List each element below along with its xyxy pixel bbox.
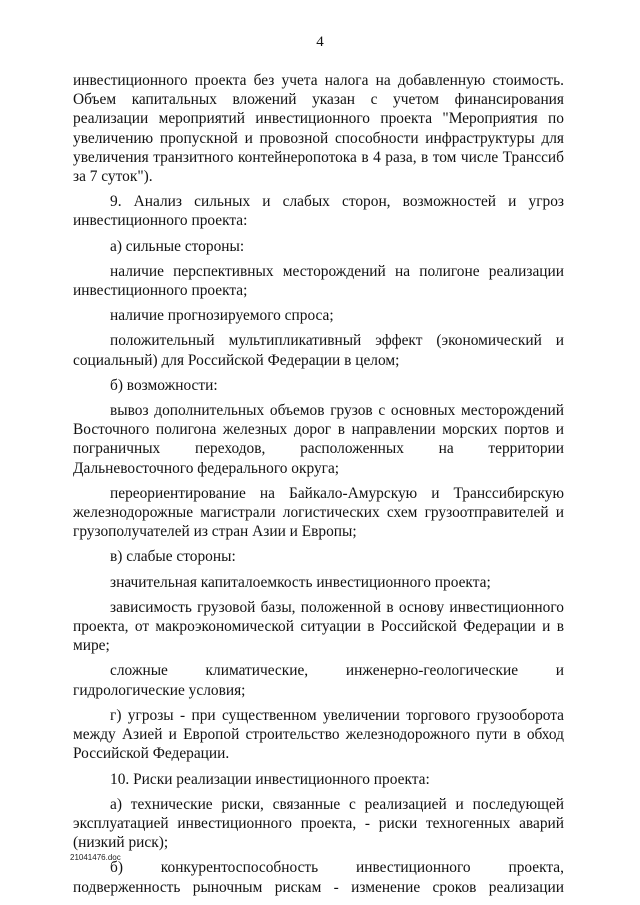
paragraph-section-9-heading: 9. Анализ сильных и слабых сторон, возможностей и угроз инвестиционного проекта: [73, 193, 564, 230]
paragraph-strength-multiplier: положительный мультипликативный эффект (экономический и социальный) для Российской Федерации в целом; [73, 332, 564, 369]
paragraph-strengths-heading: а) сильные стороны: [110, 237, 245, 255]
paragraph-opportunity-reorientation: переориентирование на Байкало-Амурскую и Транссибирскую железнодорожные магистрали логистических схем грузоотправителей и грузополучателей из стран Азии и Европы; [73, 484, 564, 541]
page-number: 4 [316, 34, 324, 50]
paragraph-weaknesses-heading: в) слабые стороны: [110, 548, 236, 566]
paragraph-technical-risks: а) технические риски, связанные с реализацией и последующей эксплуатацией инвестиционного проекта, - риски техногенных аварий (низкий риск); [73, 795, 564, 852]
paragraph-threats: г) угрозы - при существенном увеличении торгового грузооборота между Азией и Европой строительство железнодорожного пути в обход Российской Федерации. [73, 706, 564, 763]
paragraph-opportunities-heading: б) возможности: [110, 376, 218, 394]
paragraph-investment-cost: инвестиционного проекта без учета налога на добавленную стоимость. Объем капитальных вложений указан с учетом финансирования реализации мероприятий инвестиционного проекта "Мероприятия по увеличению пропускной и провозной способности инфраструктуры для увеличения транзитного контейнеропотока в 4 раза, в том числе Транссиб за 7 суток"). [73, 72, 564, 186]
paragraph-strength-deposits: наличие перспективных месторождений на полигоне реализации инвестиционного проекта; [73, 262, 564, 300]
document-body [73, 71, 564, 897]
document-filename: 21041476.doc [70, 853, 121, 862]
paragraph-weakness-cargo-base: зависимость грузовой базы, положенной в основу инвестиционного проекта, от макроэкономической ситуации в Российской Федерации и в мире; [73, 598, 564, 655]
paragraph-strength-demand: наличие прогнозируемого спроса; [110, 307, 334, 325]
paragraph-weakness-capital: значительная капиталоемкость инвестиционного проекта; [110, 573, 491, 591]
paragraph-competitiveness: б) конкурентоспособность инвестиционного проекта, подверженность рыночным рискам - изменение сроков реализации [73, 859, 564, 896]
paragraph-section-10-heading: 10. Риски реализации инвестиционного проекта: [110, 770, 430, 788]
paragraph-weakness-climate: сложные климатические, инженерно-геологические и гидрологические условия; [73, 662, 564, 699]
paragraph-opportunity-export: вывоз дополнительных объемов грузов с основных месторождений Восточного полигона железных дорог в направлении морских портов и пограничных переходов, расположенных на территории Дальневосточного федерального округа; [73, 402, 564, 477]
